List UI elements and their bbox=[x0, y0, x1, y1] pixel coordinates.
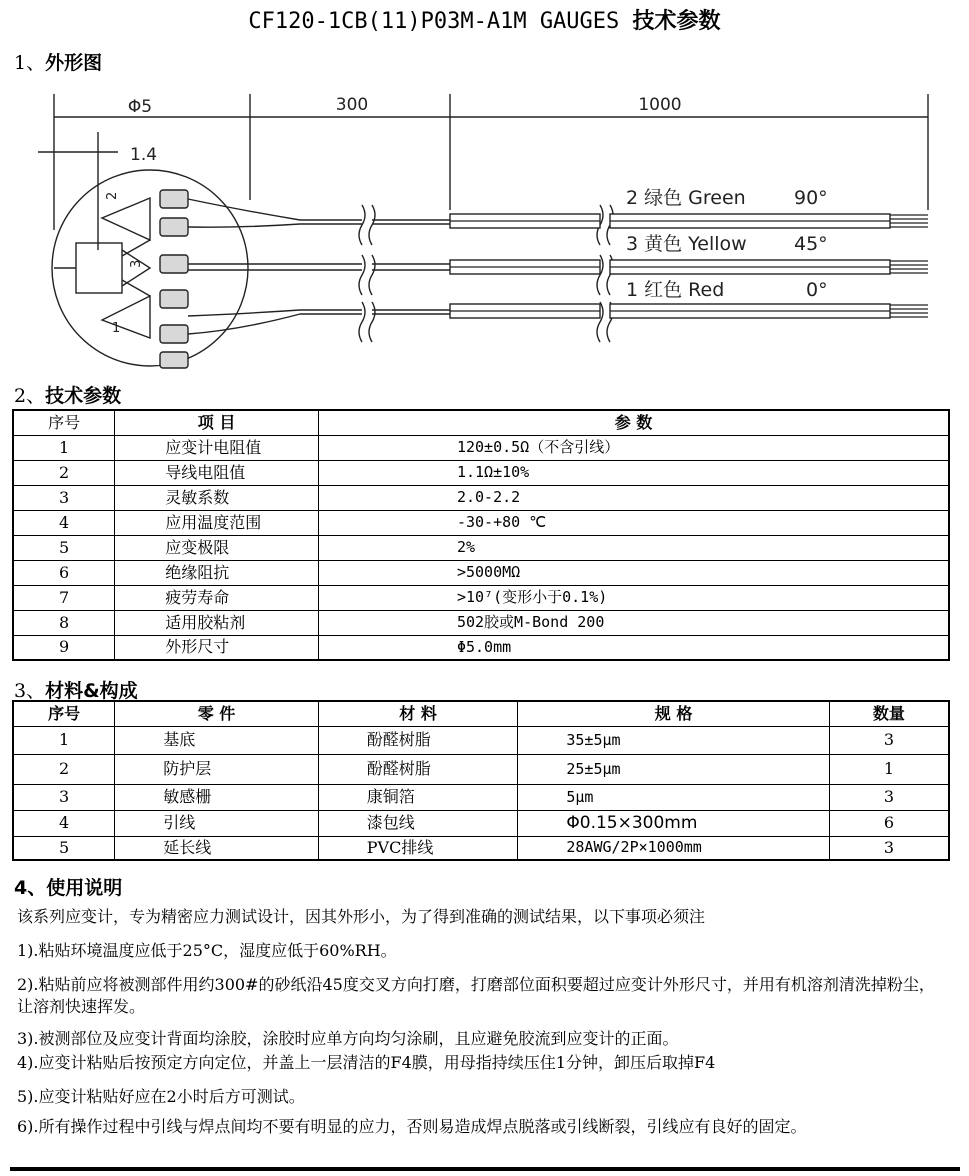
cell-qty: 3 bbox=[829, 784, 949, 810]
cell-no: 2 bbox=[13, 460, 115, 485]
cell-qty: 3 bbox=[829, 726, 949, 754]
cell-value: -30-+80 ℃ bbox=[318, 510, 949, 535]
pad-label: 3 bbox=[129, 259, 144, 268]
section-label: 材料&构成 bbox=[45, 680, 138, 702]
section-heading-outline bbox=[14, 48, 102, 75]
dim-label-1000: 1000 bbox=[638, 95, 682, 115]
usage-note: 1).粘贴环境温度应低于25°C，湿度应低于60%RH。 bbox=[17, 941, 397, 960]
cell-value: 1.1Ω±10% bbox=[318, 460, 949, 485]
solder-pad bbox=[160, 255, 188, 273]
table-header-row bbox=[13, 410, 949, 435]
header-cell: 序号 bbox=[13, 410, 115, 435]
wire-label-green: 2 绿色 Green bbox=[626, 187, 746, 209]
cell-no: 9 bbox=[13, 635, 115, 660]
section-label: 技术参数 bbox=[45, 385, 122, 407]
usage-note: 4).应变计粘贴后按预定方向定位，并盖上一层清洁的F4膜，用母指持续压住1分钟，卸压后取掉F4 bbox=[17, 1053, 716, 1072]
cell-no: 3 bbox=[13, 485, 115, 510]
table-row bbox=[13, 535, 949, 560]
cell-item: 灵敏系数 bbox=[115, 485, 319, 510]
table-row bbox=[13, 585, 949, 610]
header-cell: 数量 bbox=[829, 701, 949, 726]
usage-note: 3).被测部位及应变计背面均涂胶，涂胶时应单方向均匀涂刷，且应避免胶流到应变计的正面。 bbox=[17, 1029, 679, 1048]
cell-no: 4 bbox=[13, 510, 115, 535]
cell-spec: 28AWG/2P×1000mm bbox=[518, 836, 829, 860]
cell-spec: Φ0.15×300mm bbox=[518, 810, 829, 836]
table-row bbox=[13, 485, 949, 510]
dim-label-diameter: Φ5 bbox=[127, 97, 153, 117]
cell-no: 1 bbox=[13, 435, 115, 460]
cell-no: 7 bbox=[13, 585, 115, 610]
pad-label: 1 bbox=[112, 321, 121, 336]
cell-material: 康铜箔 bbox=[318, 784, 518, 810]
cell-material: 酚醛树脂 bbox=[318, 754, 518, 784]
header-cell: 参 数 bbox=[318, 410, 949, 435]
header-cell: 零 件 bbox=[115, 701, 319, 726]
cell-item: 外形尺寸 bbox=[115, 635, 319, 660]
table-header-row bbox=[13, 701, 949, 726]
cell-item: 适用胶粘剂 bbox=[115, 610, 319, 635]
section-number: 3、 bbox=[14, 680, 46, 702]
header-cell: 规 格 bbox=[518, 701, 829, 726]
gauge-grid bbox=[76, 243, 122, 293]
cell-value: >10⁷(变形小于0.1%) bbox=[318, 585, 949, 610]
solder-pad bbox=[160, 325, 188, 343]
cell-part: 基底 bbox=[115, 726, 319, 754]
cell-item: 应用温度范围 bbox=[115, 510, 319, 535]
header-cell: 项 目 bbox=[115, 410, 319, 435]
cell-value: Φ5.0mm bbox=[318, 635, 949, 660]
cell-item: 导线电阻值 bbox=[115, 460, 319, 485]
section-label: 使用说明 bbox=[46, 877, 123, 899]
materials-table bbox=[12, 700, 950, 861]
cell-no: 3 bbox=[13, 784, 115, 810]
section-label: 外形图 bbox=[45, 52, 103, 74]
cell-part: 引线 bbox=[115, 810, 319, 836]
tech-params-table bbox=[12, 409, 950, 661]
cell-value: >5000MΩ bbox=[318, 560, 949, 585]
table-row bbox=[13, 836, 949, 860]
section-number: 4、 bbox=[14, 877, 47, 899]
table-row bbox=[13, 810, 949, 836]
cell-no: 1 bbox=[13, 726, 115, 754]
dim-label-1-4: 1.4 bbox=[130, 145, 158, 165]
cell-material: 酚醛树脂 bbox=[318, 726, 518, 754]
table-row bbox=[13, 435, 949, 460]
cell-spec: 25±5μm bbox=[518, 754, 829, 784]
cell-no: 4 bbox=[13, 810, 115, 836]
cell-value: 2% bbox=[318, 535, 949, 560]
cell-item: 绝缘阻抗 bbox=[115, 560, 319, 585]
pad-label: 2 bbox=[105, 191, 120, 200]
solder-pad bbox=[160, 190, 188, 208]
cell-value: 502胶或M-Bond 200 bbox=[318, 610, 949, 635]
solder-pad bbox=[160, 218, 188, 236]
usage-note: 2).粘贴前应将被测部件用约300#的砂纸沿45度交叉方向打磨，打磨部位面积要超过应变计外形尺寸，并用有机溶剂清洗掉粉尘，让溶剂快速挥发。 bbox=[17, 975, 935, 1016]
cell-spec: 5μm bbox=[518, 784, 829, 810]
cell-material: 漆包线 bbox=[318, 810, 518, 836]
table-row bbox=[13, 610, 949, 635]
table-row bbox=[13, 460, 949, 485]
usage-note: 5).应变计粘贴好应在2小时后方可测试。 bbox=[17, 1087, 305, 1106]
cell-no: 6 bbox=[13, 560, 115, 585]
wire-label-red: 1 红色 Red bbox=[626, 279, 725, 301]
document-title bbox=[0, 4, 969, 35]
cell-part: 防护层 bbox=[115, 754, 319, 784]
cell-value: 2.0-2.2 bbox=[318, 485, 949, 510]
cell-no: 5 bbox=[13, 535, 115, 560]
dim-label-300: 300 bbox=[335, 95, 369, 115]
cell-no: 2 bbox=[13, 754, 115, 784]
usage-intro: 该系列应变计，专为精密应力测试设计，因其外形小，为了得到准确的测试结果，以下事项必须注 bbox=[17, 907, 706, 926]
cell-item: 应变计电阻值 bbox=[115, 435, 319, 460]
table-row bbox=[13, 560, 949, 585]
usage-note: 6).所有操作过程中引线与焊点间均不要有明显的应力，否则易造成焊点脱落或引线断裂，引线应有良好的固定。 bbox=[17, 1117, 807, 1136]
cell-material: PVC排线 bbox=[318, 836, 518, 860]
header-cell: 序号 bbox=[13, 701, 115, 726]
table-row bbox=[13, 754, 949, 784]
section-number: 1、 bbox=[14, 52, 46, 74]
cell-spec: 35±5μm bbox=[518, 726, 829, 754]
outline-drawing bbox=[0, 80, 969, 370]
bottom-rule bbox=[10, 1167, 960, 1171]
cell-qty: 1 bbox=[829, 754, 949, 784]
cell-item: 疲劳寿命 bbox=[115, 585, 319, 610]
section-heading-usage bbox=[14, 873, 122, 900]
cell-item: 应变极限 bbox=[115, 535, 319, 560]
cell-no: 8 bbox=[13, 610, 115, 635]
section-heading-tech bbox=[14, 381, 121, 408]
section-heading-materials bbox=[14, 676, 138, 703]
cell-value: 120±0.5Ω（不含引线） bbox=[318, 435, 949, 460]
wire-angle-yellow: 45° bbox=[794, 233, 828, 255]
table-row bbox=[13, 726, 949, 754]
solder-pad bbox=[160, 352, 188, 368]
table-row bbox=[13, 510, 949, 535]
cell-part: 敏感栅 bbox=[115, 784, 319, 810]
solder-pad bbox=[160, 290, 188, 308]
wire-angle-red: 0° bbox=[806, 279, 828, 301]
title-model: CF120-1CB(11)P03M-A1M GAUGES bbox=[248, 9, 620, 34]
cell-no: 5 bbox=[13, 836, 115, 860]
cell-part: 延长线 bbox=[115, 836, 319, 860]
wire-angle-green: 90° bbox=[794, 187, 828, 209]
section-number: 2、 bbox=[14, 385, 46, 407]
table-row bbox=[13, 784, 949, 810]
table-row bbox=[13, 635, 949, 660]
header-cell: 材 料 bbox=[318, 701, 518, 726]
cell-qty: 6 bbox=[829, 810, 949, 836]
title-suffix: 技术参数 bbox=[632, 9, 721, 34]
cell-qty: 3 bbox=[829, 836, 949, 860]
wire-label-yellow: 3 黄色 Yellow bbox=[626, 233, 747, 255]
